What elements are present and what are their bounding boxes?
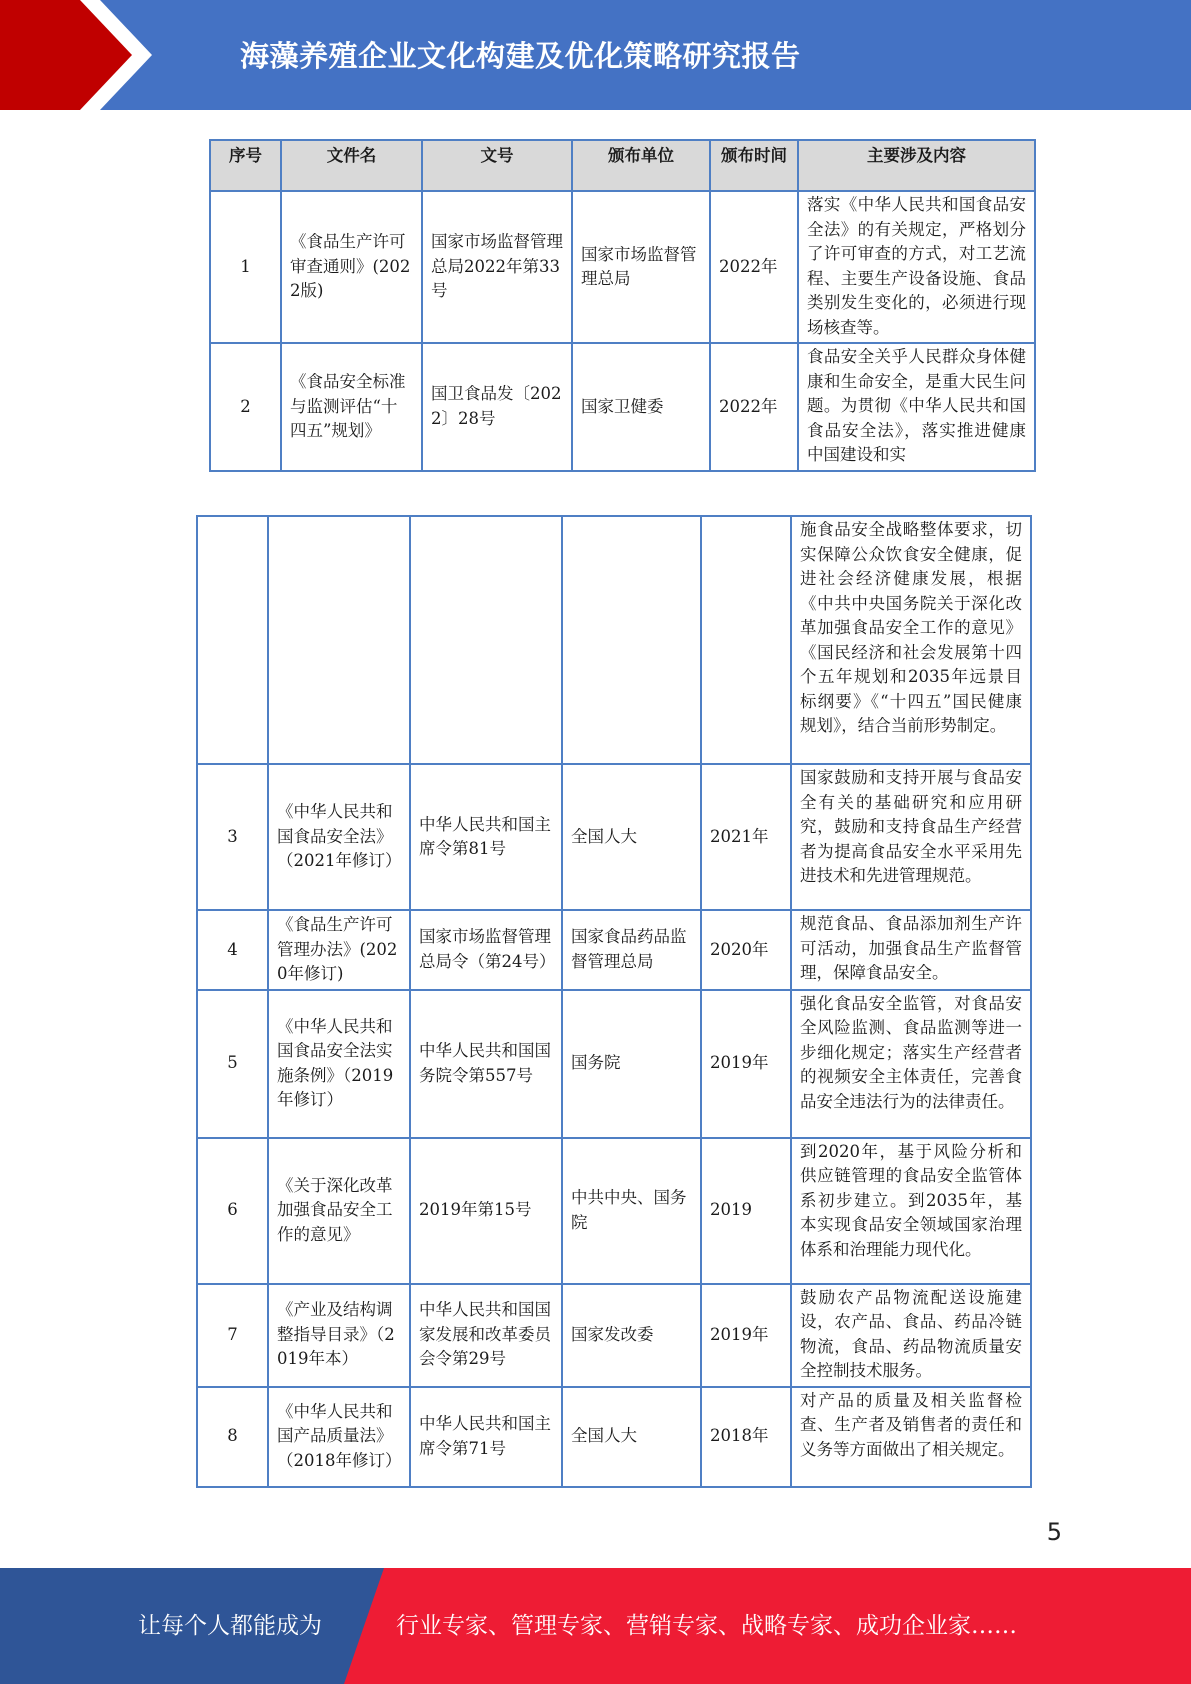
- cell-issuer: 国家卫健委: [572, 343, 710, 471]
- col-header-issuer: 颁布单位: [572, 140, 710, 191]
- cell-issuer: [562, 516, 701, 764]
- cell-doc-no: 国卫食品发〔2022〕28号: [422, 343, 572, 471]
- cell-name: 《关于深化改革加强食品安全工作的意见》: [268, 1138, 410, 1284]
- cell-content: 国家鼓励和支持开展与食品安全有关的基础研究和应用研究，鼓励和支持食品生产经营者为提高食品安全水平采用先进技术和先进管理规范。: [791, 764, 1031, 910]
- cell-issuer: 国家食品药品监督管理总局: [562, 910, 701, 990]
- cell-issuer: 国家市场监督管理总局: [572, 191, 710, 343]
- cell-no: 6: [197, 1138, 268, 1284]
- cell-doc-no: 国家市场监督管理总局令（第24号）: [410, 910, 562, 990]
- cell-name: 《食品安全标准与监测评估“十四五”规划》: [281, 343, 422, 471]
- footer-slogan-right: 行业专家、管理专家、营销专家、战略专家、成功企业家……: [396, 1613, 1017, 1639]
- cell-name: 《食品生产许可管理办法》(2020年修订): [268, 910, 410, 990]
- cell-issuer: 国家发改委: [562, 1284, 701, 1387]
- cell-issuer: 全国人大: [562, 764, 701, 910]
- cell-no: 5: [197, 990, 268, 1138]
- table-row: [197, 990, 1031, 1138]
- table-header-row: [210, 140, 1035, 191]
- cell-no: 8: [197, 1387, 268, 1487]
- page-number: 5: [1046, 1518, 1062, 1546]
- cell-doc-no: [410, 516, 562, 764]
- table-row: [197, 764, 1031, 910]
- table-row: [197, 1284, 1031, 1387]
- cell-year: 2022年: [710, 343, 798, 471]
- cell-name: 《中华人民共和国食品安全法实施条例》（2019年修订）: [268, 990, 410, 1138]
- col-header-doc-no: 文号: [422, 140, 572, 191]
- cell-content: 到2020年，基于风险分析和供应链管理的食品安全监管体系初步建立。到2035年，基本实现食品安全领域国家治理体系和治理能力现代化。: [791, 1138, 1031, 1284]
- cell-year: 2019年: [701, 1284, 791, 1387]
- cell-year: 2022年: [710, 191, 798, 343]
- cell-content: 落实《中华人民共和国食品安全法》的有关规定，严格划分了许可审查的方式，对工艺流程、主要生产设备设施、食品类别发生变化的，必须进行现场核查等。: [798, 191, 1035, 343]
- col-header-year: 颁布时间: [710, 140, 798, 191]
- table-row: [197, 1138, 1031, 1284]
- regulations-table-part-2: [196, 515, 1032, 1488]
- cell-year: 2019: [701, 1138, 791, 1284]
- report-title: 海藻养殖企业文化构建及优化策略研究报告: [240, 39, 801, 73]
- footer-slogan-left: 让每个人都能成为: [138, 1613, 322, 1639]
- cell-doc-no: 中华人民共和国国务院令第557号: [410, 990, 562, 1138]
- table-row: [197, 1387, 1031, 1487]
- cell-year: [701, 516, 791, 764]
- cell-no: 4: [197, 910, 268, 990]
- regulations-table-part-1: [209, 139, 1036, 472]
- cell-doc-no: 中华人民共和国主席令第81号: [410, 764, 562, 910]
- table-row: [210, 191, 1035, 343]
- cell-year: 2019年: [701, 990, 791, 1138]
- cell-content: 食品安全关乎人民群众身体健康和生命安全，是重大民生问题。为贯彻《中华人民共和国食品安全法》，落实推进健康中国建设和实: [798, 343, 1035, 471]
- cell-content: 强化食品安全监管，对食品安全风险监测、食品监测等进一步细化规定；落实生产经营者的视频安全主体责任，完善食品安全违法行为的法律责任。: [791, 990, 1031, 1138]
- cell-name: 《产业及结构调整指导目录》（2019年本）: [268, 1284, 410, 1387]
- cell-content: 对产品的质量及相关监督检查、生产者及销售者的责任和义务等方面做出了相关规定。: [791, 1387, 1031, 1487]
- cell-no: 1: [210, 191, 281, 343]
- cell-name: 《食品生产许可审查通则》(2022版): [281, 191, 422, 343]
- cell-doc-no: 国家市场监督管理总局2022年第33号: [422, 191, 572, 343]
- cell-no: [197, 516, 268, 764]
- page-header: [0, 0, 1191, 110]
- cell-name: 《中华人民共和国食品安全法》（2021年修订）: [268, 764, 410, 910]
- cell-doc-no: 中华人民共和国国家发展和改革委员会令第29号: [410, 1284, 562, 1387]
- table-row-continuation: [197, 516, 1031, 764]
- cell-issuer: 全国人大: [562, 1387, 701, 1487]
- cell-no: 7: [197, 1284, 268, 1387]
- cell-no: 2: [210, 343, 281, 471]
- cell-no: 3: [197, 764, 268, 910]
- cell-issuer: 国务院: [562, 990, 701, 1138]
- cell-year: 2021年: [701, 764, 791, 910]
- cell-name: [268, 516, 410, 764]
- cell-content: 规范食品、食品添加剂生产许可活动，加强食品生产监督管理，保障食品安全。: [791, 910, 1031, 990]
- cell-doc-no: 中华人民共和国主席令第71号: [410, 1387, 562, 1487]
- col-header-no: 序号: [210, 140, 281, 191]
- cell-content: 鼓励农产品物流配送设施建设，农产品、食品、药品冷链物流，食品、药品物流质量安全控制技术服务。: [791, 1284, 1031, 1387]
- col-header-content: 主要涉及内容: [798, 140, 1035, 191]
- cell-issuer: 中共中央、国务院: [562, 1138, 701, 1284]
- cell-year: 2020年: [701, 910, 791, 990]
- table-row: [197, 910, 1031, 990]
- cell-content: 施食品安全战略整体要求，切实保障公众饮食安全健康，促进社会经济健康发展，根据《中共中央国务院关于深化改革加强食品安全工作的意见》《国民经济和社会发展第十四个五年规划和2035年远景目标纲要》《“十四五”国民健康规划》，结合当前形势制定。: [791, 516, 1031, 764]
- cell-name: 《中华人民共和国产品质量法》（2018年修订）: [268, 1387, 410, 1487]
- table-row: [210, 343, 1035, 471]
- col-header-name: 文件名: [281, 140, 422, 191]
- page-footer: [0, 1568, 1191, 1684]
- cell-year: 2018年: [701, 1387, 791, 1487]
- cell-doc-no: 2019年第15号: [410, 1138, 562, 1284]
